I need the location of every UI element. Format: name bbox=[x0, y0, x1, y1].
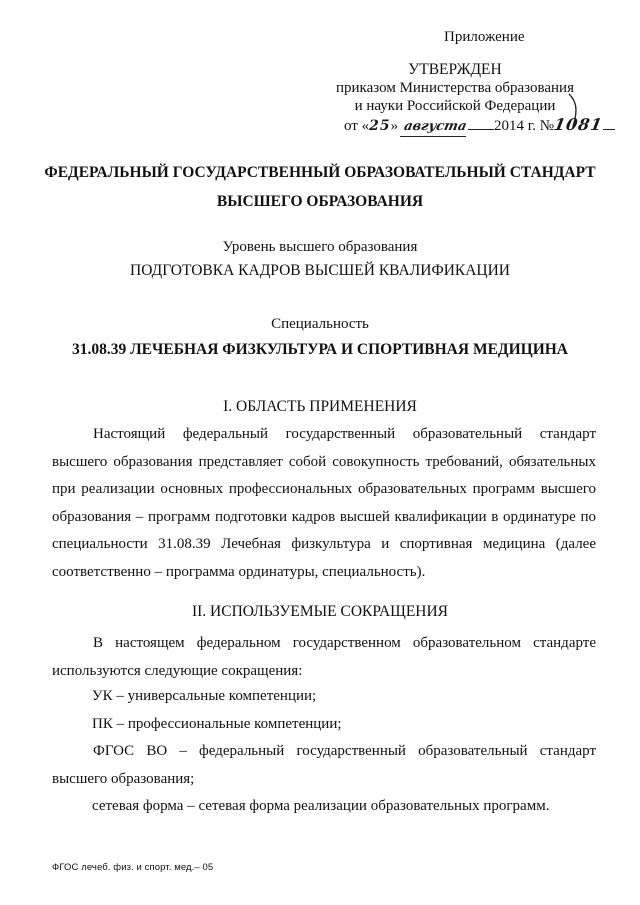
date-day-handwritten: 25 bbox=[369, 118, 391, 134]
date-month-handwritten: августа bbox=[400, 118, 470, 137]
document-title bbox=[0, 158, 640, 216]
date-year: 2014 г. № bbox=[494, 118, 555, 134]
date-prefix: от « bbox=[344, 118, 370, 134]
section-1-title: I. ОБЛАСТЬ ПРИМЕНЕНИЯ bbox=[223, 398, 417, 415]
title-line-2: ВЫСШЕГО ОБРАЗОВАНИЯ bbox=[216, 193, 424, 210]
abbreviation-item: ФГОС ВО – федеральный государственный образовательный стандарт высшего образования; bbox=[52, 743, 596, 787]
abbreviation-item: ПК – профессиональные компетенции; bbox=[92, 716, 342, 732]
order-line-2: и науки Российской Федерации bbox=[354, 98, 556, 114]
order-number-handwritten: 1081 bbox=[552, 115, 605, 134]
date-underline bbox=[468, 117, 494, 130]
approval-block bbox=[330, 61, 580, 115]
education-level-value: ПОДГОТОВКА КАДРОВ ВЫСШЕЙ КВАЛИФИКАЦИИ bbox=[130, 262, 510, 279]
appendix-label: Приложение bbox=[444, 29, 525, 45]
order-line-1: приказом Министерства образования bbox=[336, 80, 574, 96]
abbreviation-item: сетевая форма – сетевая форма реализации образовательных программ. bbox=[92, 798, 550, 814]
education-level-label: Уровень высшего образования bbox=[222, 239, 418, 255]
title-line-1: ФЕДЕРАЛЬНЫЙ ГОСУДАРСТВЕННЫЙ ОБРАЗОВАТЕЛЬНЫЙ СТАНДАРТ bbox=[44, 164, 596, 181]
order-date-line bbox=[344, 116, 615, 137]
section-2-intro: В настоящем федеральном государственном образовательном стандарте используются следующие сокращения: bbox=[52, 635, 596, 679]
date-quote-close: » bbox=[390, 118, 399, 134]
section-2-title: II. ИСПОЛЬЗУЕМЫЕ СОКРАЩЕНИЯ bbox=[191, 603, 449, 620]
section-1-paragraph: Настоящий федеральный государственный образовательный стандарт высшего образования представляет собой совокупность требований, обязательных при реализации основных профессиональных образовательных программ высшего образования – программ подготовки кадров высшей квалификации в ординатуре по специальности 31.08.39 Лечебная физкультура и спортивная медицина (далее соответственно – программа ординатуры, специальность). bbox=[52, 426, 596, 580]
number-underline bbox=[603, 117, 615, 130]
approved-label: УТВЕРЖДЕН bbox=[408, 61, 502, 78]
specialty-label: Специальность bbox=[271, 316, 369, 332]
page-footer: ФГОС лечеб. физ. и спорт. мед.– 05 bbox=[52, 862, 214, 873]
specialty-value: 31.08.39 ЛЕЧЕБНАЯ ФИЗКУЛЬТУРА И СПОРТИВНАЯ МЕДИЦИНА bbox=[72, 341, 568, 358]
abbreviation-item: УК – универсальные компетенции; bbox=[92, 688, 317, 704]
